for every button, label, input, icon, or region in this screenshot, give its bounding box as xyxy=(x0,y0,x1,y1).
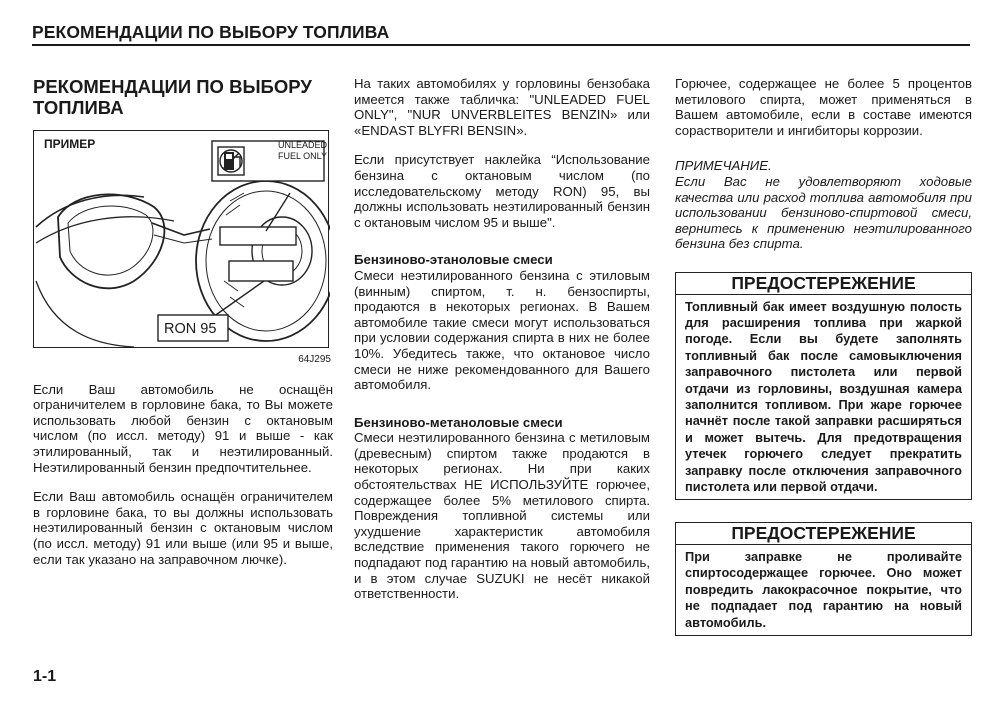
figure-code: 64J295 xyxy=(298,354,331,365)
warning-body: При заправке не проливайте спиртосодержащее горючее. Оно может повредить лакокрасочное покрытие, что не подпадает под гарантию на новый автомобиль. xyxy=(685,549,962,630)
warning-title: ПРЕДОСТЕРЕЖЕНИЕ xyxy=(676,273,971,295)
fuel-filler-illustration xyxy=(34,131,330,349)
paragraph: Если Ваш автомобиль не оснащён ограничителем в горловине бака, то Вы можете использовать любой бензин с октановым числом (по иссл. методу) 91 и выше - как этилированный, так и неэтилированный. Неэтилированный бензин предпочтительнее. xyxy=(33,381,333,475)
paragraph: Смеси неэтилированного бензина с этиловым (винным) спиртом, т. н. бензоспирты, продаются в некоторых регионах. В Вашем автомобиле такие смеси могут использоваться при условии содержания спирта в них не более 10%. Убедитесь также, что октановое число смеси не ниже рекомендованного для Вашего автомобиля. xyxy=(354,267,650,393)
decal-text: UNLEADED FUEL ONLY xyxy=(278,140,328,161)
ron-label: RON 95 xyxy=(164,321,217,337)
warning-box xyxy=(675,272,972,500)
header-rule xyxy=(32,44,970,46)
subheading-methanol: Бензиново-метаноловые смеси xyxy=(354,414,563,430)
note-body: Если Вас не удовлетворяют ходовые качества или расход топлива автомобиля при использовании бензиново-спиртовой смеси, вернитесь к применению неэтилированного бензина без спирта. xyxy=(675,173,972,252)
column-1 xyxy=(33,76,333,581)
note-title: ПРИМЕЧАНИЕ. xyxy=(675,158,772,174)
section-title: РЕКОМЕНДАЦИИ ПО ВЫБОРУ ТОПЛИВА xyxy=(33,76,312,118)
fuel-filler-figure xyxy=(33,130,329,348)
paragraph: Если Ваш автомобиль оснащён ограничителем в горловине бака, то вы должны использовать неэтилированный бензин с октановым числом (по иссл. методу) 91 или выше (или 95 и выше, если так указано на заправочном лючке). xyxy=(33,489,333,567)
warning-box xyxy=(675,522,972,636)
paragraph: На таких автомобилях у горловины бензобака имеется также табличка: "UNLEADED FUEL ONLY", "NUR UNVERBLEITES BENZIN» или «ENDAST BLYFRI BENSIN». xyxy=(354,76,650,138)
column-2 xyxy=(354,76,650,616)
warning-title: ПРЕДОСТЕРЕЖЕНИЕ xyxy=(676,523,971,545)
figure-label: ПРИМЕР xyxy=(44,137,96,151)
subheading-ethanol: Бензиново-этаноловые смеси xyxy=(354,252,553,268)
paragraph: Горючее, содержащее не более 5 процентов метилового спирта, может применяться в Вашем автомобиле, если в составе имеются сорастворители и ингибиторы коррозии. xyxy=(675,76,972,138)
warning-body: Топливный бак имеет воздушную полость для расширения топлива при жаркой погоде. Если вы будете заполнять топливный бак после самовыключения заправочного пистолета или первой отдачи из горловины, воздушная камера заполнится топливом. При жаре горючее начнёт после такой заправки расширяться и может вытечь. Для предотвращения утечек горючего следует прекратить заправку после отключения заправочного пистолета или первой отдачи. xyxy=(685,298,962,494)
paragraph: Смеси неэтилированного бензина с метиловым (древесным) спиртом также продаются в некоторых регионах. Ни при каких обстоятельствах НЕ ИСПОЛЬЗУЙТЕ горючее, содержащее более 5% метилового спирта. Повреждения топливной системы или ухудшение характеристик автомобиля вследствие применения такого горючего не подпадают под гарантию на новый автомобиль, и в этом случае SUZUKI не несёт никакой ответственности. xyxy=(354,430,650,602)
paragraph: Если присутствует наклейка “Использование бензина с октановым числом (по исследовательскому методу RON) 95, вы должны использовать неэтилированный бензин с октановым числом 95 и выше". xyxy=(354,152,650,230)
column-3 xyxy=(675,76,972,652)
page-header-title: РЕКОМЕНДАЦИИ ПО ВЫБОРУ ТОПЛИВА xyxy=(32,22,390,42)
page-number: 1-1 xyxy=(33,668,57,685)
